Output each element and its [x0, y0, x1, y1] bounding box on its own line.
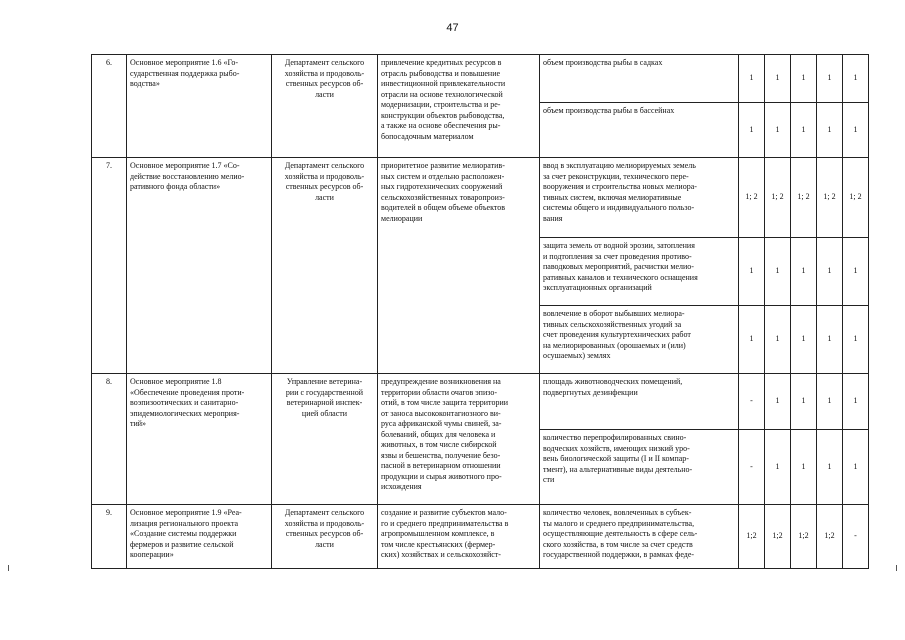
indicator-value: 1 [765, 103, 791, 158]
row-number: 9. [92, 505, 127, 569]
indicator-name: ввод в эксплуатацию мелиорируемых земель за счет реконструкции, технического пере- вооружения и строительства новых мелиора- тивных систем, включая мелиоративные системы общего и индивидуального пользо- вания [540, 158, 739, 238]
table-row [92, 374, 869, 430]
indicator-value: 1 [817, 374, 843, 430]
indicator-value: - [739, 374, 765, 430]
table-row [92, 55, 869, 103]
indicator-value: 1 [843, 103, 869, 158]
measure-name: Основное мероприятие 1.7 «Со- действие восстановлению мелио- ративного фонда области» [127, 158, 272, 374]
indicator-value: 1 [765, 430, 791, 505]
indicator-value: 1;2 [791, 505, 817, 569]
indicator-value: 1 [817, 430, 843, 505]
indicator-value: 1; 2 [843, 158, 869, 238]
scan-edge-mark [896, 565, 897, 571]
indicator-value: 1 [791, 238, 817, 306]
table-row [92, 505, 869, 569]
indicator-name: количество человек, вовлеченных в субъек- ты малого и среднего предпринимательства, осуществляющие деятельность в сфере сель- ского хозяйства, в том числе за счет средств государственной поддержки, в рамках феде- [540, 505, 739, 569]
row-number: 7. [92, 158, 127, 374]
indicator-value: 1 [739, 306, 765, 374]
responsible-department: Департамент сельского хозяйства и продоволь- ственных ресурсов об- ласти [272, 505, 378, 569]
indicator-value: 1 [765, 374, 791, 430]
indicator-value: 1 [791, 306, 817, 374]
indicator-name: количество перепрофилированных свино- водческих хозяйств, имеющих низкий уро- вень биологической защиты (I и II компар- тмент), на альтернативные виды деятельно- сти [540, 430, 739, 505]
indicator-value: 1 [739, 103, 765, 158]
indicator-value: 1 [817, 55, 843, 103]
indicator-value: 1;2 [817, 505, 843, 569]
indicator-value: 1 [791, 374, 817, 430]
measure-name: Основное мероприятие 1.8 «Обеспечение проведения проти- воэпизоотических и санитарно- эпидемиологических мероприя- тий» [127, 374, 272, 505]
indicator-value: 1; 2 [739, 158, 765, 238]
row-number: 8. [92, 374, 127, 505]
indicator-value: - [843, 505, 869, 569]
indicator-name: объем производства рыбы в бассейнах [540, 103, 739, 158]
indicator-value: 1 [739, 238, 765, 306]
indicator-value: 1; 2 [791, 158, 817, 238]
indicator-name: вовлечение в оборот выбывших мелиора- тивных сельскохозяйственных угодий за счет проведения культуртехнических работ на мелиорированных (орошаемых и (или) осушаемых) землях [540, 306, 739, 374]
indicator-value: 1 [817, 103, 843, 158]
indicator-value: 1 [791, 103, 817, 158]
measure-content: приоритетное развитие мелиоратив- ных систем и отдельно расположен- ных гидротехнических сооружений сельскохозяйственных товаропроиз- водителей в общем объеме объектов мелиорации [378, 158, 540, 374]
indicator-value: 1 [765, 306, 791, 374]
indicator-value: 1 [765, 55, 791, 103]
indicator-value: 1 [765, 238, 791, 306]
indicator-value: 1; 2 [817, 158, 843, 238]
indicator-value: 1 [791, 55, 817, 103]
page-number: 47 [446, 22, 459, 34]
measure-content: предупреждение возникновения на территории области очагов эпизо- отий, в том числе защита территории от заноса высококонтагиозного ви- руса африканской чумы свиней, за- болеваний, общих для человека и животных, в том числе сибирской язвы и бешенства, получение безо- пасной в ветеринарном отношении продукции и сырья животного про- исхождения [378, 374, 540, 505]
indicator-value: 1 [791, 430, 817, 505]
responsible-department: Управление ветерина- рии с государственной ветеринарной инспек- цией области [272, 374, 378, 505]
measure-content: привлечение кредитных ресурсов в отрасль рыбоводства и повышение инвестиционной привлекательности отрасли на основе технологической модернизации, строительства и ре- конструкции объектов рыбоводства, а также на основе обеспечения ры- бопосадочным материалом [378, 55, 540, 158]
indicator-value: 1 [843, 430, 869, 505]
indicator-value: 1;2 [739, 505, 765, 569]
table-row [92, 158, 869, 238]
indicator-name: площадь животноводческих помещений, подвергнутых дезинфекции [540, 374, 739, 430]
indicator-value: 1 [843, 306, 869, 374]
indicator-value: 1 [843, 55, 869, 103]
measure-name: Основное мероприятие 1.9 «Реа- лизация регионального проекта «Создание системы поддержки фермеров и развитие сельской кооперации» [127, 505, 272, 569]
indicator-value: 1 [739, 55, 765, 103]
indicator-name: защита земель от водной эрозии, затопления и подтопления за счет проведения противо- паводковых мероприятий, расчистки мелио- ративных каналов и технического оснащения эксплуатационных организаций [540, 238, 739, 306]
scan-edge-mark [8, 565, 9, 571]
row-number: 6. [92, 55, 127, 158]
indicator-value: - [739, 430, 765, 505]
responsible-department: Департамент сельского хозяйства и продоволь- ственных ресурсов об- ласти [272, 158, 378, 374]
measure-name: Основное мероприятие 1.6 «Го- сударственная поддержка рыбо- водства» [127, 55, 272, 158]
indicator-name: объем производства рыбы в садках [540, 55, 739, 103]
indicator-value: 1 [843, 238, 869, 306]
indicator-value: 1 [817, 238, 843, 306]
indicator-value: 1;2 [765, 505, 791, 569]
measures-table [91, 54, 869, 569]
responsible-department: Департамент сельского хозяйства и продоволь- ственных ресурсов об- ласти [272, 55, 378, 158]
indicator-value: 1; 2 [765, 158, 791, 238]
indicator-value: 1 [817, 306, 843, 374]
indicator-value: 1 [843, 374, 869, 430]
measure-content: создание и развитие субъектов мало- го и среднего предпринимательства в агропромышленном комплексе, в том числе крестьянских (фермер- ских) хозяйствах и сельскохозяйст- [378, 505, 540, 569]
